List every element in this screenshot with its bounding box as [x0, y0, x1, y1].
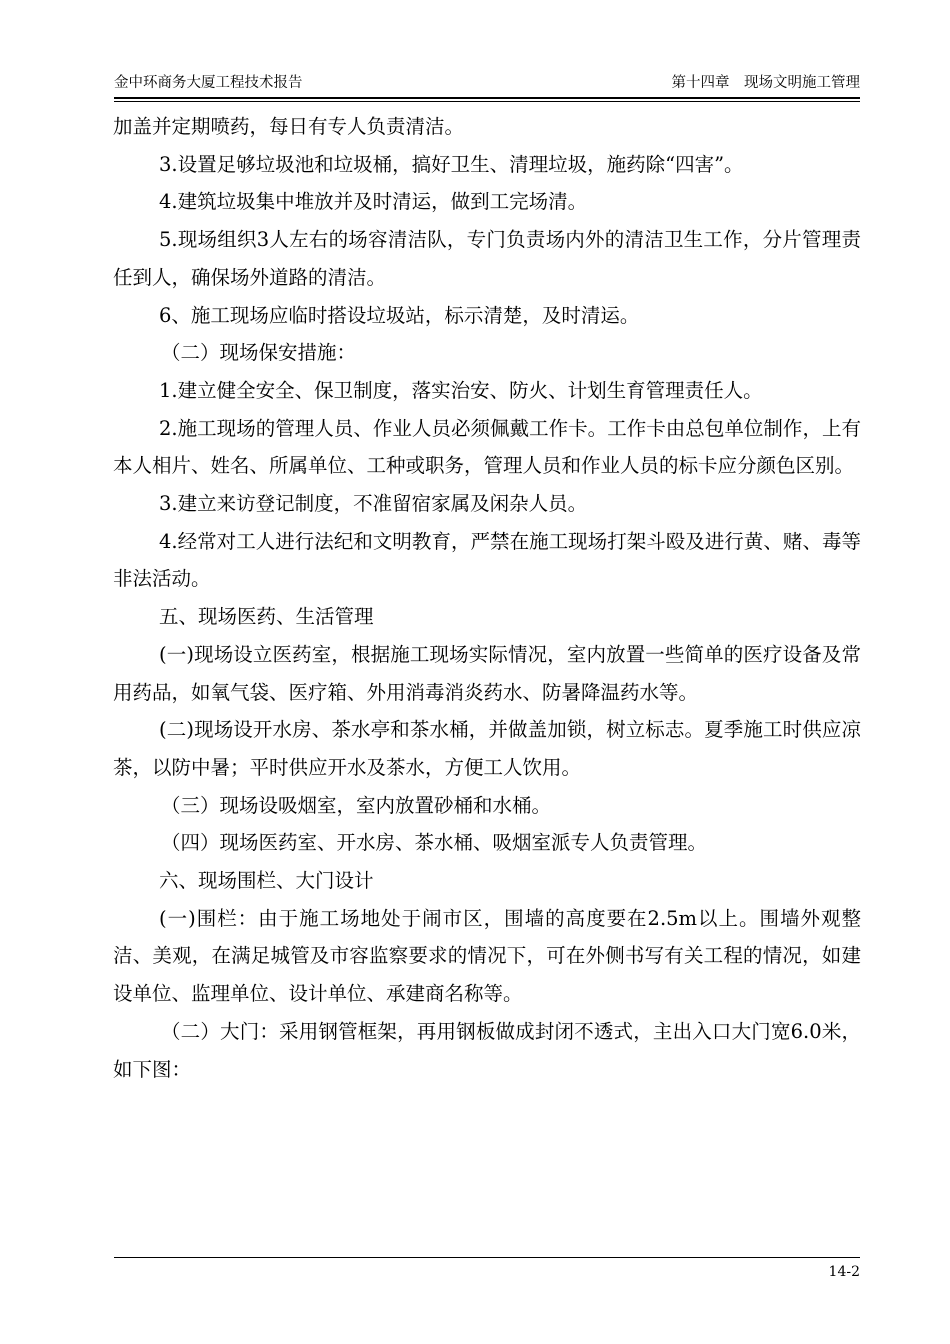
paragraph: （三）现场设吸烟室，室内放置砂桶和水桶。	[161, 793, 552, 817]
section-heading: （二）现场保安措施：	[161, 341, 357, 365]
paragraph: (一)现场设立医药室，根据施工现场实际情况，室内放置一些简单的医疗设备及常用药品，如氧气袋、医疗箱、外用消毒消炎药水、防暑降温药水等。	[113, 642, 861, 704]
footer-rule	[114, 1257, 860, 1258]
paragraph: 3.设置足够垃圾池和垃圾桶，搞好卫生、清理垃圾，施药除“四害”。	[159, 152, 744, 176]
paragraph: （二）大门：采用钢管框架，再用钢板做成封闭不透式，主出入口大门宽6.0米，如下图：	[113, 1019, 861, 1081]
paragraph: （四）现场医药室、开水房、茶水桶、吸烟室派专人负责管理。	[161, 831, 708, 855]
paragraph: 6、施工现场应临时搭设垃圾站，标示清楚，及时清运。	[159, 303, 640, 327]
paragraph: (一)围栏：由于施工场地处于闹市区，围墙的高度要在2.5m以上。围墙外观整洁、美观，在满足城管及市容监察要求的情况下，可在外侧书写有关工程的情况，如建设单位、监理单位、设计单位、承建商名称等。	[113, 906, 861, 1006]
paragraph: 1.建立健全安全、保卫制度，落实治安、防火、计划生育管理责任人。	[159, 378, 763, 402]
paragraph: (二)现场设开水房、茶水亭和茶水桶，并做盖加锁，树立标志。夏季施工时供应凉茶，以防中暑；平时供应开水及茶水，方便工人饮用。	[113, 718, 861, 779]
paragraph: 2.施工现场的管理人员、作业人员必须佩戴工作卡。工作卡由总包单位制作，上有本人相片、姓名、所属单位、工种或职务，管理人员和作业人员的标卡应分颜色区别。	[113, 416, 861, 478]
section-heading: 六、现场围栏、大门设计	[159, 869, 374, 893]
paragraph: 5.现场组织3人左右的场容清洁队，专门负责场内外的清洁卫生工作，分片管理责任到人，确保场外道路的清洁。	[113, 228, 861, 289]
header-report-title: 金中环商务大厦工程技术报告	[114, 75, 303, 91]
header-rule-thick	[114, 97, 860, 99]
paragraph: 加盖并定期喷药，每日有专人负责清洁。	[113, 115, 465, 138]
header-rule-thin	[114, 101, 860, 102]
paragraph: 4.建筑垃圾集中堆放并及时清运，做到工完场清。	[159, 190, 588, 214]
page-number: 14-2	[828, 1264, 860, 1280]
page-header	[114, 73, 860, 95]
section-heading: 五、现场医药、生活管理	[159, 605, 374, 629]
body-text	[113, 108, 861, 1088]
paragraph: 3.建立来访登记制度，不准留宿家属及闲杂人员。	[159, 492, 588, 516]
paragraph: 4.经常对工人进行法纪和文明教育，严禁在施工现场打架斗殴及进行黄、赌、毒等非法活动。	[113, 529, 861, 591]
header-chapter-title: 第十四章 现场文明施工管理	[671, 75, 860, 91]
